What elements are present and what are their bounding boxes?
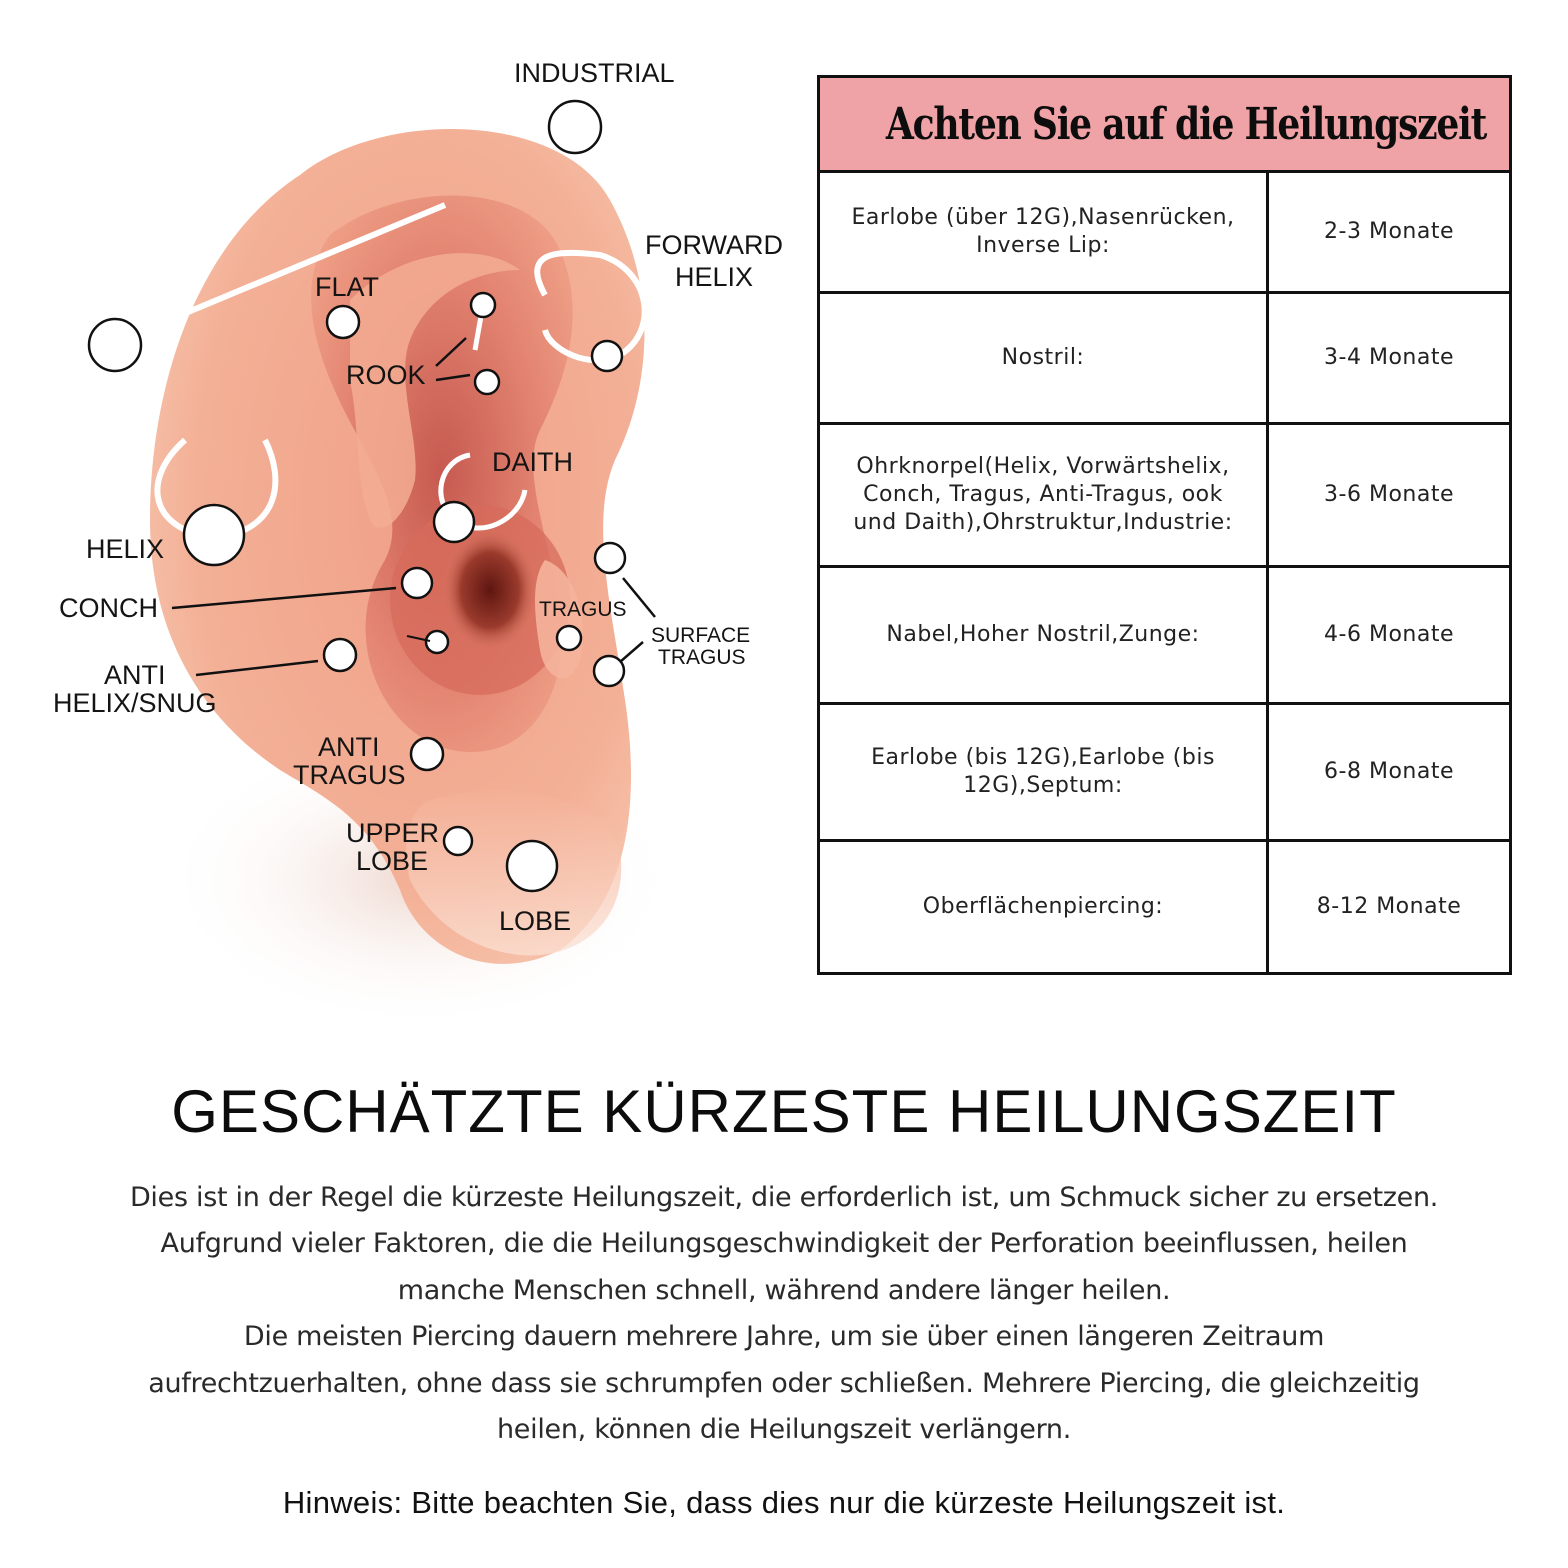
description-line: Die meisten Piercing dauern mehrere Jahre, um sie über einen längeren Zeitraum bbox=[243, 1321, 1325, 1353]
table-row bbox=[819, 841, 1511, 974]
label-helix: HELIX bbox=[86, 534, 165, 564]
rook-bottom-ball-icon bbox=[475, 370, 499, 394]
label-anti-tragus-line1: ANTI bbox=[318, 732, 380, 762]
conch-stud-icon bbox=[402, 568, 432, 598]
piercing-area-cell: Nostril: bbox=[819, 293, 1268, 424]
ear-piercing-diagram bbox=[0, 0, 800, 1060]
table-row bbox=[819, 704, 1511, 841]
label-forward-helix-line2: HELIX bbox=[675, 262, 754, 292]
healing-time-cell: 4-6 Monate bbox=[1268, 567, 1511, 704]
label-anti-helix-line1: ANTI bbox=[104, 660, 166, 690]
healing-time-table bbox=[817, 75, 1512, 975]
description-line: heilen, können die Heilungszeit verlängern. bbox=[497, 1414, 1071, 1446]
ear-canal bbox=[442, 528, 538, 652]
note-text: Hinweis: Bitte beachten Sie, dass dies nur die kürzeste Heilungszeit ist. bbox=[282, 1485, 1286, 1520]
lobe-stud-icon bbox=[507, 841, 557, 891]
surface-tragus-top-icon bbox=[595, 543, 625, 573]
label-anti-helix-line2: HELIX/SNUG bbox=[53, 688, 217, 718]
label-flat: FLAT bbox=[315, 272, 380, 302]
helix-outer-ball-icon bbox=[89, 319, 141, 371]
label-forward-helix-line1: FORWARD bbox=[645, 230, 783, 260]
anti-tragus-stud-icon bbox=[411, 738, 443, 770]
healing-time-cell: 6-8 Monate bbox=[1268, 704, 1511, 841]
forward-helix-ball-icon bbox=[592, 341, 622, 371]
healing-time-cell: 2-3 Monate bbox=[1268, 172, 1511, 293]
label-upper-lobe-line2: LOBE bbox=[356, 846, 429, 876]
tragus-inner-ball-icon bbox=[426, 631, 448, 653]
surface-tragus-bottom-icon bbox=[594, 656, 624, 686]
main-heading: GESCHÄTZTE KÜRZESTE HEILUNGSZEIT bbox=[171, 1078, 1397, 1145]
piercing-area-cell: Nabel,Hoher Nostril,Zunge: bbox=[819, 567, 1268, 704]
tragus-ball-icon bbox=[557, 626, 581, 650]
piercing-area-cell: Earlobe (über 12G),Nasenrücken, Inverse Lip: bbox=[819, 172, 1268, 293]
industrial-ball-icon bbox=[549, 101, 601, 153]
flat-stud-icon bbox=[327, 306, 359, 338]
healing-time-cell: 3-6 Monate bbox=[1268, 424, 1511, 567]
description-line: Dies ist in der Regel die kürzeste Heilungszeit, die erforderlich ist, um Schmuck sicher zu ersetzen. bbox=[129, 1182, 1439, 1213]
piercing-area-cell: Ohrknorpel(Helix, Vorwärtshelix, Conch, Tragus, Anti-Tragus, ook und Daith),Ohrstruktur,Industrie: bbox=[819, 424, 1268, 567]
table-row bbox=[819, 172, 1511, 293]
healing-time-cell: 8-12 Monate bbox=[1268, 841, 1511, 974]
rook-top-ball-icon bbox=[471, 293, 495, 317]
piercing-area-cell: Oberflächenpiercing: bbox=[819, 841, 1268, 974]
description-line: Aufgrund vieler Faktoren, die die Heilungsgeschwindigkeit der Perforation beeinflussen, heilen bbox=[160, 1228, 1408, 1260]
piercing-area-cell: Earlobe (bis 12G),Earlobe (bis 12G),Septum: bbox=[819, 704, 1268, 841]
label-conch: CONCH bbox=[59, 593, 158, 623]
table-row bbox=[819, 293, 1511, 424]
label-industrial: INDUSTRIAL bbox=[514, 58, 675, 88]
helix-ring-ball-icon bbox=[184, 505, 244, 565]
healing-time-cell: 3-4 Monate bbox=[1268, 293, 1511, 424]
label-surface-tragus-line2: TRAGUS bbox=[658, 646, 746, 669]
daith-ball-icon bbox=[434, 502, 474, 542]
table-title: Achten Sie auf die Heilungszeit bbox=[819, 77, 1511, 172]
label-tragus: TRAGUS bbox=[539, 598, 627, 621]
label-rook: ROOK bbox=[346, 360, 426, 390]
description-line: aufrechtzuerhalten, ohne dass sie schrumpfen oder schließen. Mehrere Piercing, die gleichzeitig bbox=[148, 1367, 1420, 1399]
table-row bbox=[819, 567, 1511, 704]
label-surface-tragus-line1: SURFACE bbox=[651, 624, 751, 647]
label-lobe: LOBE bbox=[499, 906, 572, 936]
label-daith: DAITH bbox=[492, 447, 573, 477]
label-upper-lobe-line1: UPPER bbox=[346, 818, 440, 848]
description-line: manche Menschen schnell, während andere länger heilen. bbox=[397, 1274, 1171, 1306]
anti-helix-stud-icon bbox=[324, 639, 356, 671]
table-row bbox=[819, 424, 1511, 567]
upper-lobe-stud-icon bbox=[444, 827, 472, 855]
label-anti-tragus-line2: TRAGUS bbox=[293, 760, 406, 790]
description-text bbox=[100, 1175, 1468, 1453]
